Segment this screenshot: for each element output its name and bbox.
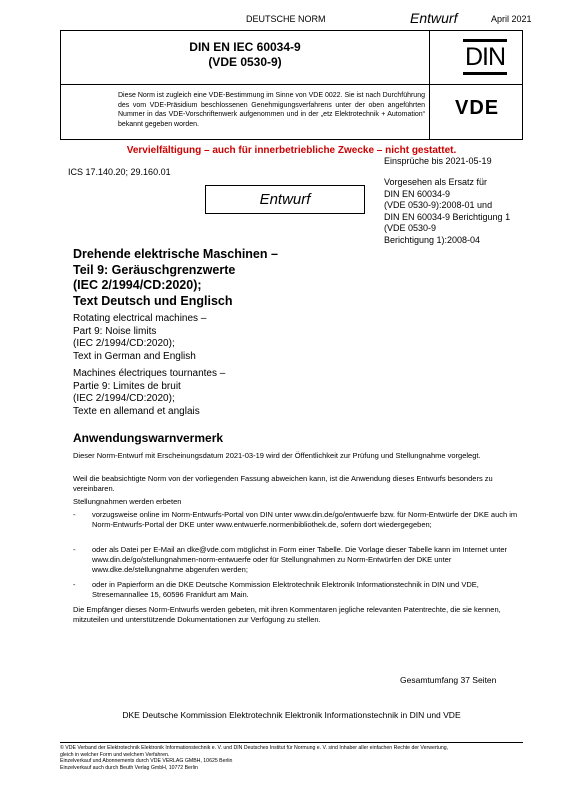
title-line: (IEC 2/1994/CD:2020); bbox=[73, 338, 175, 349]
footer-line: Einzelverkauf auch durch Beuth Verlag GmbH, 10772 Berlin bbox=[60, 764, 198, 771]
title-french bbox=[73, 368, 225, 418]
title-line: Text Deutsch und Englisch bbox=[73, 293, 233, 308]
warning-paragraph: Dieser Norm-Entwurf mit Erscheinungsdatum 2021-03-19 wird der Öffentlichkeit zur Prüfung und Stellungnahme vorgelegt. bbox=[73, 451, 481, 460]
list-dash: - bbox=[73, 510, 76, 519]
warning-paragraph: Die Empfänger dieses Norm-Entwurfs werden gebeten, mit ihren Kommentaren jegliche relevanten Patentrechte, die sie kennen, mitzuteilen und unterstützende Dokumentationen zur Verfügung zu stellen. bbox=[73, 605, 501, 624]
title-line: Text in German and English bbox=[73, 350, 196, 362]
din-logo-text: DIN bbox=[464, 43, 506, 71]
objection-deadline: Einsprüche bis 2021-05-19 bbox=[384, 156, 492, 166]
footer-line: Einzelverkauf und Abonnements durch VDE VERLAG GMBH, 10625 Berlin bbox=[60, 758, 233, 765]
replacement-line: (VDE 0530-9):2008-01 und bbox=[384, 200, 493, 210]
title-line: (IEC 2/1994/CD:2020); bbox=[73, 278, 202, 292]
ics-codes: ICS 17.140.20; 29.160.01 bbox=[68, 167, 171, 177]
copy-warning: Vervielfältigung – auch für innerbetriebliche Zwecke – nicht gestattet. bbox=[126, 145, 457, 156]
din-logo bbox=[463, 39, 507, 75]
list-dash: - bbox=[73, 580, 76, 589]
replacement-line: Vorgesehen als Ersatz für bbox=[384, 177, 488, 187]
title-line: Partie 9: Limites de bruit bbox=[73, 380, 181, 392]
norm-label: DEUTSCHE NORM bbox=[246, 14, 326, 24]
title-line: Part 9: Noise limits bbox=[73, 325, 157, 337]
din-logo-bottom-bar bbox=[463, 72, 507, 75]
replacement-line: DIN EN 60034-9 Berichtigung 1 bbox=[384, 211, 511, 222]
replacement-line: DIN EN 60034-9 bbox=[384, 188, 451, 199]
title-line: Texte en allemand et anglais bbox=[73, 405, 200, 417]
title-german bbox=[73, 247, 278, 309]
replacement-info bbox=[384, 177, 510, 246]
dke-line: DKE Deutsche Kommission Elektrotechnik Elektronik Informationstechnik in DIN und VDE bbox=[122, 710, 461, 720]
standard-number-block bbox=[61, 40, 429, 70]
header-entwurf: Entwurf bbox=[410, 10, 458, 26]
box-divider-horizontal bbox=[61, 84, 522, 85]
list-item-text: oder als Datei per E-Mail an dke@vde.com möglichst in Form einer Tabelle. Die Vorlage dieser Tabelle kann im Internet unter www.din.de/go/stellungnahmen-norm-entwuerfe oder für Stellungnahmen zu Norm-Entwürfen der DKE unter www.dke.de/stellungnahme abgerufen werden; bbox=[92, 545, 508, 574]
title-box bbox=[60, 30, 523, 140]
footer-line: © VDE Verband der Elektrotechnik Elektronik Informationstechnik e. V. und DIN Deutsches Institut für Normung e. V. sind Inhaber aller einfachen Rechte der Verwertung, bbox=[60, 745, 449, 751]
footer-line: gleich in welcher Form und welchem Verfahren. bbox=[60, 751, 170, 758]
vde-logo: VDE bbox=[455, 97, 500, 119]
footer bbox=[60, 745, 530, 771]
vde-number: (VDE 0530-9) bbox=[208, 55, 282, 69]
replacement-line: (VDE 0530-9 bbox=[384, 223, 437, 233]
replacement-line: Berichtigung 1):2008-04 bbox=[384, 234, 481, 245]
list-dash: - bbox=[73, 545, 76, 554]
title-line: Machines électriques tournantes – bbox=[73, 368, 226, 379]
warning-paragraph: Weil die beabsichtigte Norm von der vorliegenden Fassung abweichen kann, ist die Anwendung dieses Entwurfs besonders zu vereinbaren. bbox=[73, 474, 493, 493]
warning-paragraph: Stellungnahmen werden erbeten bbox=[73, 497, 182, 506]
list-item-text: vorzugsweise online im Norm-Entwurfs-Portal von DIN unter www.din.de/go/entwuerfe bzw. für Norm-Entwürfe der DKE auch im Norm-Entwurfs-Portal der DKE unter www.entwuerfe.normenbibliothek.de, sofern dort wiedergegeben; bbox=[92, 510, 518, 529]
title-line: Rotating electrical machines – bbox=[73, 313, 207, 324]
title-line: Drehende elektrische Maschinen – bbox=[73, 247, 278, 261]
total-pages: Gesamtumfang 37 Seiten bbox=[400, 675, 497, 685]
header-date: April 2021 bbox=[491, 14, 532, 24]
list-item-text: oder in Papierform an die DKE Deutsche Kommission Elektrotechnik Elektronik Informationstechnik in DIN und VDE, Stresemannallee 15, 60596 Frankfurt am Main. bbox=[92, 580, 479, 599]
box-divider-vertical bbox=[429, 31, 430, 139]
application-warning-heading: Anwendungswarnvermerk bbox=[73, 431, 224, 445]
title-line: (IEC 2/1994/CD:2020); bbox=[73, 393, 175, 404]
title-english bbox=[73, 313, 206, 363]
din-logo-top-bar bbox=[463, 39, 507, 42]
standard-number: DIN EN IEC 60034-9 bbox=[189, 40, 301, 54]
title-line: Teil 9: Geräuschgrenzwerte bbox=[73, 262, 236, 277]
footer-divider bbox=[60, 742, 523, 743]
entwurf-stamp: Entwurf bbox=[205, 185, 365, 214]
vde-notice: Diese Norm ist zugleich eine VDE-Bestimmung im Sinne von VDE 0022. Sie ist nach Durchführung des vom VDE-Präsidium beschlossenen Genehmigungsverfahrens unter der oben angeführten Nummer in das VDE-Vorschriftenwerk aufgenommen und in der „etz Elektrotechnik + Automation“ bekannt gegeben worden. bbox=[118, 92, 425, 128]
